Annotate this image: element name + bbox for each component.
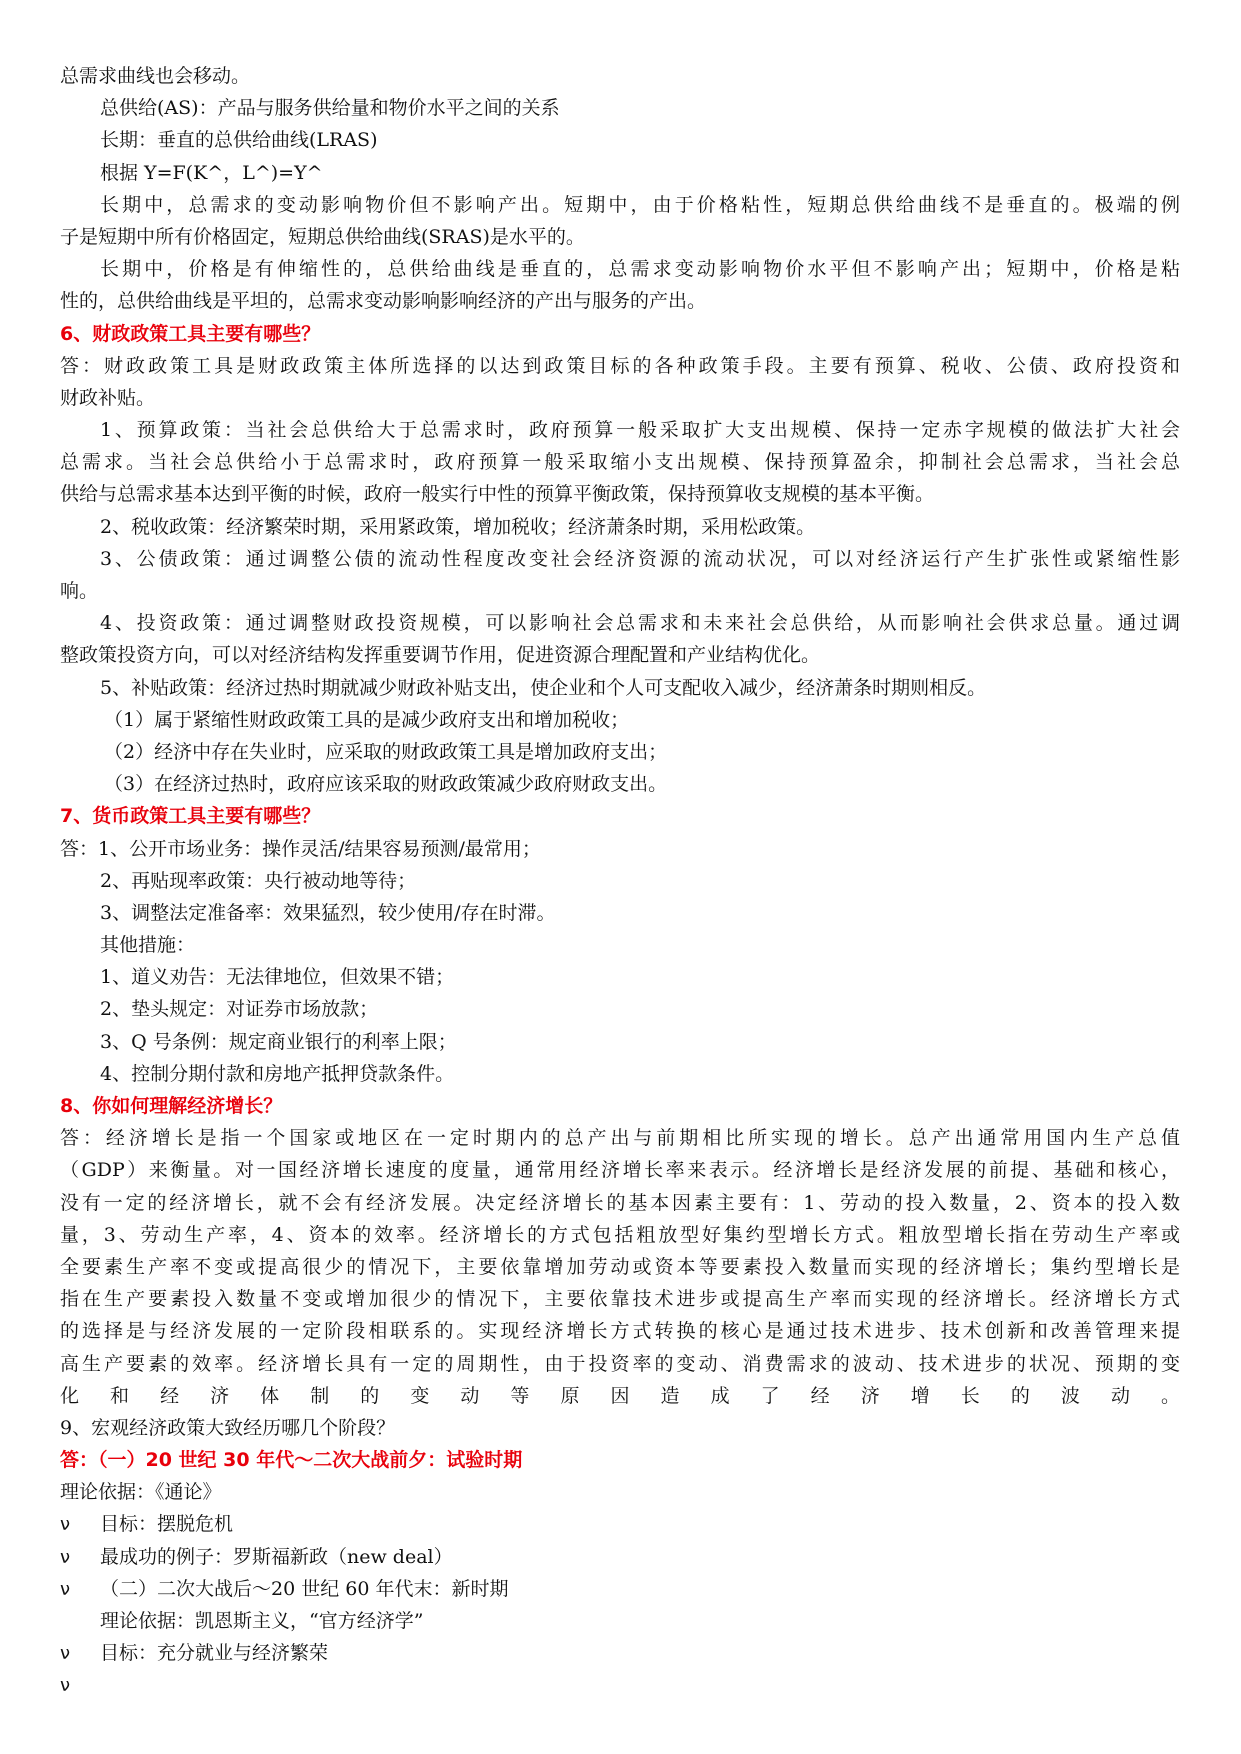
text-line: 答：1、公开市场业务：操作灵活/结果容易预测/最常用； [60, 837, 541, 860]
bullet-item [60, 1573, 1180, 1605]
bullet-text: （二）二次大战后～20 世纪 60 年代末：新时期 [100, 1577, 509, 1600]
text-line: 根据 Y=F(K^，L^)=Y^ [100, 161, 323, 184]
text-line: 5、补贴政策：经济过热时期就减少财政补贴支出，使企业和个人可支配收入减少，经济萧条时期则相反。 [100, 676, 987, 699]
text-line: （2）经济中存在失业时，应采取的财政政策工具是增加政府支出； [104, 740, 668, 763]
bullet-marker: ν [60, 1675, 71, 1697]
text-line: 整政策投资方向，可以对经济结构发挥重要调节作用，促进资源合理配置和产业结构优化。 [60, 644, 821, 667]
text-line: 没有一定的经济增长，就不会有经济发展。决定经济增长的基本因素主要有：1、劳动的投入数量，2、资本的投入数 [60, 1191, 1180, 1214]
text-line: 2、垫头规定：对证券市场放款； [100, 998, 379, 1021]
text-line: 4、投资政策：通过调整财政投资规模，可以影响社会总需求和未来社会总供给，从而影响社会供求总量。通过调 [100, 612, 1180, 635]
text-line: 长期中，价格是有伸缩性的，总供给曲线是垂直的，总需求变动影响物价水平但不影响产出；短期中，价格是粘 [100, 258, 1180, 281]
text-line: 3、Q 号条例：规定商业银行的利率上限； [100, 1030, 457, 1053]
text-line: 长期中，总需求的变动影响物价但不影响产出。短期中，由于价格粘性，短期总供给曲线不是垂直的。极端的例 [100, 193, 1180, 216]
text-line: 其他措施： [100, 934, 196, 957]
text-line: 化和经济体制的变动等原因造成了经济增长的波动。 [60, 1384, 1180, 1407]
text-line: 高生产要素的效率。经济增长具有一定的周期性，由于投资率的变动、消费需求的波动、技术进步的状况、预期的变 [60, 1352, 1180, 1375]
section-heading: 6、财政政策工具主要有哪些？ [60, 322, 321, 345]
text-line: （1）属于紧缩性财政政策工具的是减少政府支出和增加税收； [104, 708, 630, 731]
bullet-text: 目标：充分就业与经济繁荣 [100, 1642, 329, 1665]
bullet-marker: ν [60, 1546, 71, 1568]
bullet-marker: ν [60, 1514, 71, 1536]
text-line: 答：经济增长是指一个国家或地区在一定时期内的总产出与前期相比所实现的增长。总产出通常用国内生产总值 [60, 1127, 1180, 1150]
text-line: 响。 [60, 580, 99, 602]
text-line: 3、公债政策：通过调整公债的流动性程度改变社会经济资源的流动状况，可以对经济运行产生扩张性或紧缩性影 [100, 547, 1180, 570]
text-line: 1、预算政策：当社会总供给大于总需求时，政府预算一般采取扩大支出规模、保持一定赤字规模的做法扩大社会 [100, 419, 1180, 442]
bullet-marker: ν [60, 1578, 71, 1600]
text-line: 子是短期中所有价格固定，短期总供给曲线(SRAS)是水平的。 [60, 225, 585, 248]
text-line: 理论依据：《通论》 [60, 1481, 222, 1504]
text-line: 3、调整法定准备率：效果猛烈，较少使用/存在时滞。 [100, 901, 556, 924]
text-line: 9、宏观经济政策大致经历哪几个阶段？ [60, 1416, 396, 1439]
text-line: 财政补贴。 [60, 386, 156, 409]
text-line: 长期：垂直的总供给曲线(LRAS) [100, 129, 378, 152]
text-line: 全要素生产率不变或提高很少的情况下，主要依靠增加劳动或资本等要素投入数量而实现的经济增长；集约型增长是 [60, 1255, 1180, 1278]
text-line: （3）在经济过热时，政府应该采取的财政政策减少政府财政支出。 [104, 773, 668, 796]
text-line: 1、道义劝告：无法律地位，但效果不错； [100, 966, 455, 989]
bullet-text: 最成功的例子：罗斯福新政（new deal） [100, 1545, 453, 1568]
bullet-item [60, 1508, 1180, 1540]
text-line: （GDP）来衡量。对一国经济增长速度的度量，通常用经济增长率来表示。经济增长是经济发展的前提、基础和核心， [60, 1159, 1180, 1182]
bullet-item [60, 1541, 1180, 1573]
text-line: 4、控制分期付款和房地产抵押贷款条件。 [100, 1062, 455, 1085]
section-heading: 8、你如何理解经济增长？ [60, 1095, 283, 1117]
bullet-text: 目标：摆脱危机 [100, 1513, 234, 1536]
section-heading: 7、货币政策工具主要有哪些？ [60, 805, 321, 828]
bullet-marker: ν [60, 1643, 71, 1665]
text-line: 总需求曲线也会移动。 [60, 65, 251, 87]
text-line: 指在生产要素投入数量不变或增加很少的情况下，主要依靠技术进步或提高生产率而实现的经济增长。经济增长方式 [60, 1288, 1180, 1311]
document-page [60, 60, 1180, 1702]
text-line: 供给与总需求基本达到平衡的时候，政府一般实行中性的预算平衡政策，保持预算收支规模的基本平衡。 [60, 483, 935, 506]
section-heading: 答：（一）20 世纪 30 年代～二次大战前夕：试验时期 [60, 1449, 523, 1472]
text-line: 理论依据：凯恩斯主义，“官方经济学” [100, 1610, 424, 1632]
text-line: 总需求。当社会总供给小于总需求时，政府预算一般采取缩小支出规模、保持预算盈余，抑制社会总需求，当社会总 [60, 451, 1180, 474]
text-line: 2、再贴现率政策：央行被动地等待； [100, 869, 417, 892]
text-line: 2、税收政策：经济繁荣时期，采用紧政策，增加税收；经济萧条时期，采用松政策。 [100, 515, 816, 538]
text-line: 性的，总供给曲线是平坦的，总需求变动影响影响经济的产出与服务的产出。 [60, 290, 707, 313]
text-line: 量，3、劳动生产率，4、资本的效率。经济增长的方式包括粗放型好集约型增长方式。粗放型增长指在劳动生产率或 [60, 1223, 1180, 1246]
bullet-item [60, 1669, 1180, 1701]
text-line: 的选择是与经济发展的一定阶段相联系的。实现经济增长方式转换的核心是通过技术进步、技术创新和改善管理来提 [60, 1320, 1180, 1343]
text-line: 答：财政政策工具是财政政策主体所选择的以达到政策目标的各种政策手段。主要有预算、税收、公债、政府投资和 [60, 354, 1180, 377]
text-line: 总供给(AS)：产品与服务供给量和物价水平之间的关系 [100, 97, 560, 120]
bullet-item [60, 1637, 1180, 1669]
